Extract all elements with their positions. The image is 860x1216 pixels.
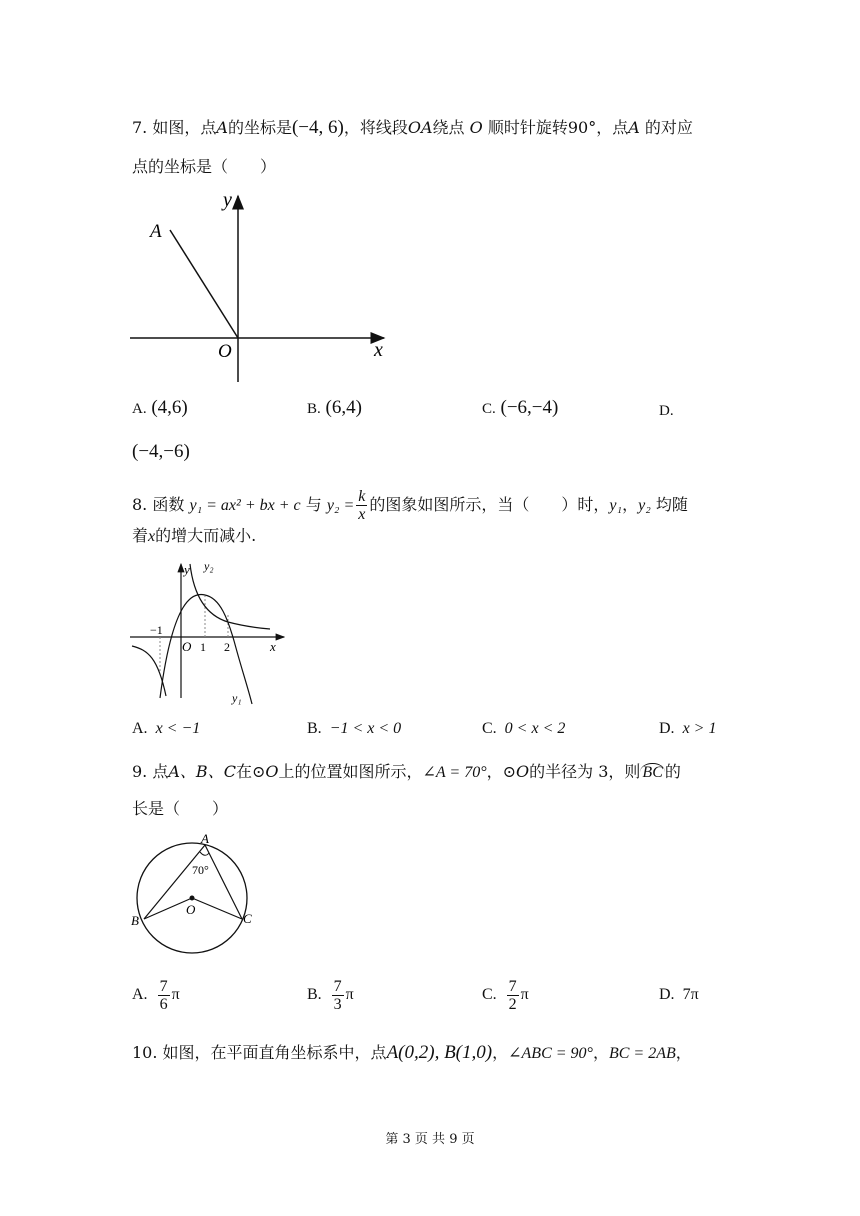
q8-fig-y1: y₁ [232,691,242,705]
q9-figure [128,830,260,958]
q10-number: 10. [132,1043,158,1062]
q7-fig-label-O: O [218,341,232,362]
frac-num: 7 [159,978,168,995]
q7-option-c[interactable] [482,398,558,419]
q9-option-d[interactable] [659,985,699,1005]
q7-line1 [132,118,693,138]
q8-fig-y2: y₂ [204,559,214,573]
q7-option-b[interactable] [307,398,362,419]
q9-text: 的半径为 3，则 [529,762,641,781]
option-letter: D. [659,720,675,737]
q8-parabola-y1 [160,594,252,704]
option-value: x < −1 [155,720,201,737]
q7-point-O: O [469,118,483,137]
q7-point-A: A [216,118,228,137]
q7-text: ，将线段 [343,118,408,137]
q8-line1 [132,488,688,523]
option-letter: A. [132,720,148,737]
q8-option-c[interactable] [482,719,565,739]
q10-length: BC = 2AB [608,1045,676,1062]
option-letter: B. [307,986,322,1004]
q9-arc-BC: BC [642,764,663,781]
q8-x: x [148,528,156,545]
q8-number: 8. [132,495,148,514]
q9-fig-A: A [201,831,209,846]
q8-fig-O: O [182,639,192,654]
q8-text: 的增大而减小. [155,526,257,545]
q7-fig-label-x: x [374,339,383,361]
q9-angle: ∠A = 70° [422,764,487,781]
option-letter: C. [482,720,497,737]
frac-num: k [358,488,366,505]
q9-option-c[interactable] [482,978,529,1013]
option-value: 0 < x < 2 [504,720,566,737]
frac-num: 7 [333,978,342,995]
q9-chord-AC [205,845,242,919]
q10-text: ， [492,1043,509,1062]
q8-text: 均随 [655,495,688,514]
q7-segment-OA: OA [407,118,433,137]
q9-fig-B: B [131,913,139,928]
q8-text: 与 [305,495,322,514]
q8-fig-neg1: −1 [150,623,163,637]
q7-text: 如图，点 [152,118,217,137]
q7-option-d-value: (−4,−6) [132,441,190,462]
frac-den: 6 [159,996,168,1013]
q9-fig-C: C [243,911,252,926]
q10-angle: ∠ABC = 90° [508,1045,593,1062]
option-letter: A. [132,401,147,417]
q8-y1-expr: y₁ = ax² + bx + c [189,497,301,514]
frac-den: 3 [333,996,342,1013]
option-suffix: π [171,986,180,1004]
frac-den: 2 [508,996,517,1013]
q8-option-b[interactable] [307,719,401,739]
q9-point-O: O [516,762,530,781]
q7-number: 7. [132,118,148,137]
option-suffix: π [345,986,354,1004]
option-fraction [507,978,519,1013]
option-letter: A. [132,986,148,1004]
option-value: (6,4) [325,397,362,418]
q7-point-A: A [628,118,640,137]
q7-line2: 点的坐标是（ ） [132,157,277,176]
q9-text: ，⊙ [486,762,517,781]
q10-points: A(0,2), B(1,0) [386,1042,493,1063]
q9-fig-O: O [186,902,196,917]
q10-text: ， [675,1043,692,1062]
q7-text: 绕点 [432,118,465,137]
q7-option-d[interactable] [659,400,674,421]
q8-fig-y: y [184,562,190,577]
q9-chord-AB [144,845,205,919]
q8-option-d[interactable] [659,719,716,739]
q9-line2: 长是（ ） [132,799,229,818]
q7-text: 的坐标是 [227,118,292,137]
q7-text: ，点 [596,118,629,137]
q8-y1: y₁ [609,497,623,514]
q9-option-b[interactable] [307,978,354,1013]
q9-fig-angle: 70° [192,863,209,877]
q8-fig-t1: 1 [200,640,206,654]
q8-y2: y₂ [638,497,651,514]
option-value: (−6,−4) [500,397,559,418]
q10-text: 如图，在平面直角坐标系中，点 [162,1043,387,1062]
q9-center-dot [190,896,195,901]
option-suffix: π [520,986,529,1004]
q7-option-a[interactable] [132,398,188,419]
option-letter: C. [482,401,496,417]
q7-text: 顺时针旋转 [487,118,568,137]
q9-text: 的 [664,762,681,781]
q8-text: 着 [132,526,149,545]
option-value: (4,6) [151,397,188,418]
q8-fraction [356,488,367,523]
q7-angle: 90° [567,118,597,137]
q7-text: 的对应 [644,118,693,137]
q9-radius-OB [144,898,192,919]
q9-radius-OC [192,898,242,919]
option-fraction [332,978,344,1013]
q8-hyperbola-branch-1 [190,564,270,629]
q9-text: 上的位置如图所示， [278,762,423,781]
q8-y2-lhs: y₂ = [326,497,355,514]
frac-den: x [358,506,366,523]
option-letter: D. [659,986,675,1003]
q8-text: 的图象如图所示，当（ ）时， [369,495,610,514]
q9-number: 9. [132,762,148,781]
q8-text: 函数 [152,495,185,514]
q9-points: A、B、C [168,762,236,781]
q8-fig-t2: 2 [224,640,230,654]
q10-text: ， [592,1043,609,1062]
q9-point-O: O [265,762,279,781]
option-fraction [158,978,170,1013]
option-value: x > 1 [682,720,717,737]
q9-option-a[interactable] [132,978,180,1013]
q7-fig-label-y: y [223,189,232,211]
q7-segment-OA-line [170,230,238,338]
option-letter: C. [482,986,497,1004]
option-letter: B. [307,401,321,417]
q9-text: 点 [152,762,169,781]
option-value: 7π [682,986,699,1003]
q9-text: 在⊙ [235,762,266,781]
q10-line1 [132,1043,692,1064]
option-letter: D. [659,403,674,419]
q9-line1 [132,762,681,783]
page-footer: 第 3 页 共 9 页 [385,1132,475,1147]
q8-figure [128,558,290,710]
q9-angle-arc [200,852,209,855]
frac-num: 7 [508,978,517,995]
q8-line2 [132,526,256,547]
q8-text: ， [622,495,639,514]
option-letter: B. [307,720,322,737]
option-value: −1 < x < 0 [329,720,402,737]
q7-figure [128,188,390,384]
q8-option-a[interactable] [132,719,200,739]
q7-coord: (−4, 6) [291,117,344,138]
q7-fig-label-A: A [150,221,162,242]
q8-fig-x: x [270,639,276,654]
